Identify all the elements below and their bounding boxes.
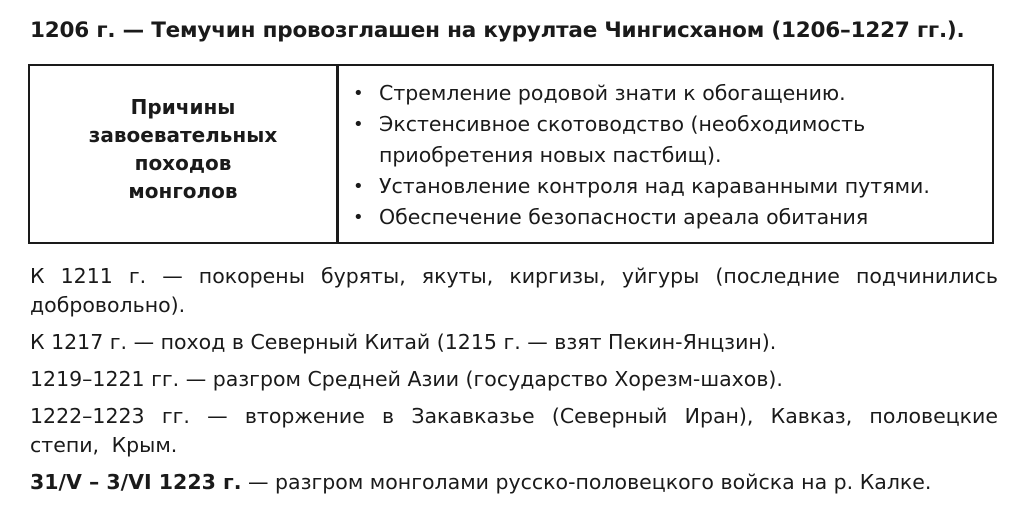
event-text: — покорены буряты, якуты, киргизы, уйгуры (последние подчинились добровольно).	[30, 264, 999, 317]
event-entry	[30, 328, 998, 357]
event-entry	[30, 468, 998, 497]
bullet-icon: •	[353, 176, 364, 197]
event-date: 1219–1221 гг.	[30, 367, 180, 391]
event-text: — разгром Средней Азии (государство Хорезм-шахов).	[179, 367, 783, 391]
cause-item	[351, 171, 982, 202]
bullet-icon: •	[353, 207, 364, 228]
event-date: 1222–1223 гг.	[30, 404, 190, 428]
event-entry	[30, 262, 998, 320]
cause-item	[351, 109, 982, 171]
event-entry	[30, 402, 998, 460]
causes-list-cell	[339, 66, 992, 242]
events-list	[30, 262, 998, 497]
cause-text: Стремление родовой знати к обогащению.	[379, 81, 846, 105]
causes-list	[351, 78, 982, 233]
causes-title-line: завоевательных	[88, 123, 278, 147]
causes-title-line: Причины	[130, 95, 236, 119]
cause-text: Установление контроля над караванными путями.	[379, 174, 930, 198]
cause-text: Обеспечение безопасности ареала обитания	[379, 205, 869, 229]
event-date: К 1211 г.	[30, 264, 147, 288]
bullet-icon: •	[353, 114, 364, 135]
cause-item	[351, 202, 982, 233]
page-heading: 1206 г. — Темучин провозглашен на курултае Чингисханом (1206–1227 гг.).	[30, 18, 965, 43]
bullet-icon: •	[353, 83, 364, 104]
event-text: — разгром монголами русско-половецкого войска на р. Калке.	[241, 470, 932, 494]
causes-title	[89, 93, 278, 205]
causes-title-line: походов	[134, 151, 232, 175]
event-date: К 1217 г.	[30, 330, 128, 354]
causes-title-line: монголов	[128, 179, 238, 203]
causes-title-cell	[30, 66, 339, 242]
event-date: 31/V – 3/VI 1223 г.	[30, 470, 242, 494]
event-entry	[30, 365, 998, 394]
causes-table	[28, 64, 994, 244]
cause-text: Экстенсивное скотоводство (необходимость приобретения новых пастбищ).	[379, 112, 866, 167]
event-text: — поход в Северный Китай (1215 г. — взят Пекин-Янцзин).	[127, 330, 777, 354]
event-text: — вторжение в Закавказье (Северный Иран), Кавказ, половецкие степи, Крым.	[30, 404, 998, 457]
cause-item	[351, 78, 982, 109]
